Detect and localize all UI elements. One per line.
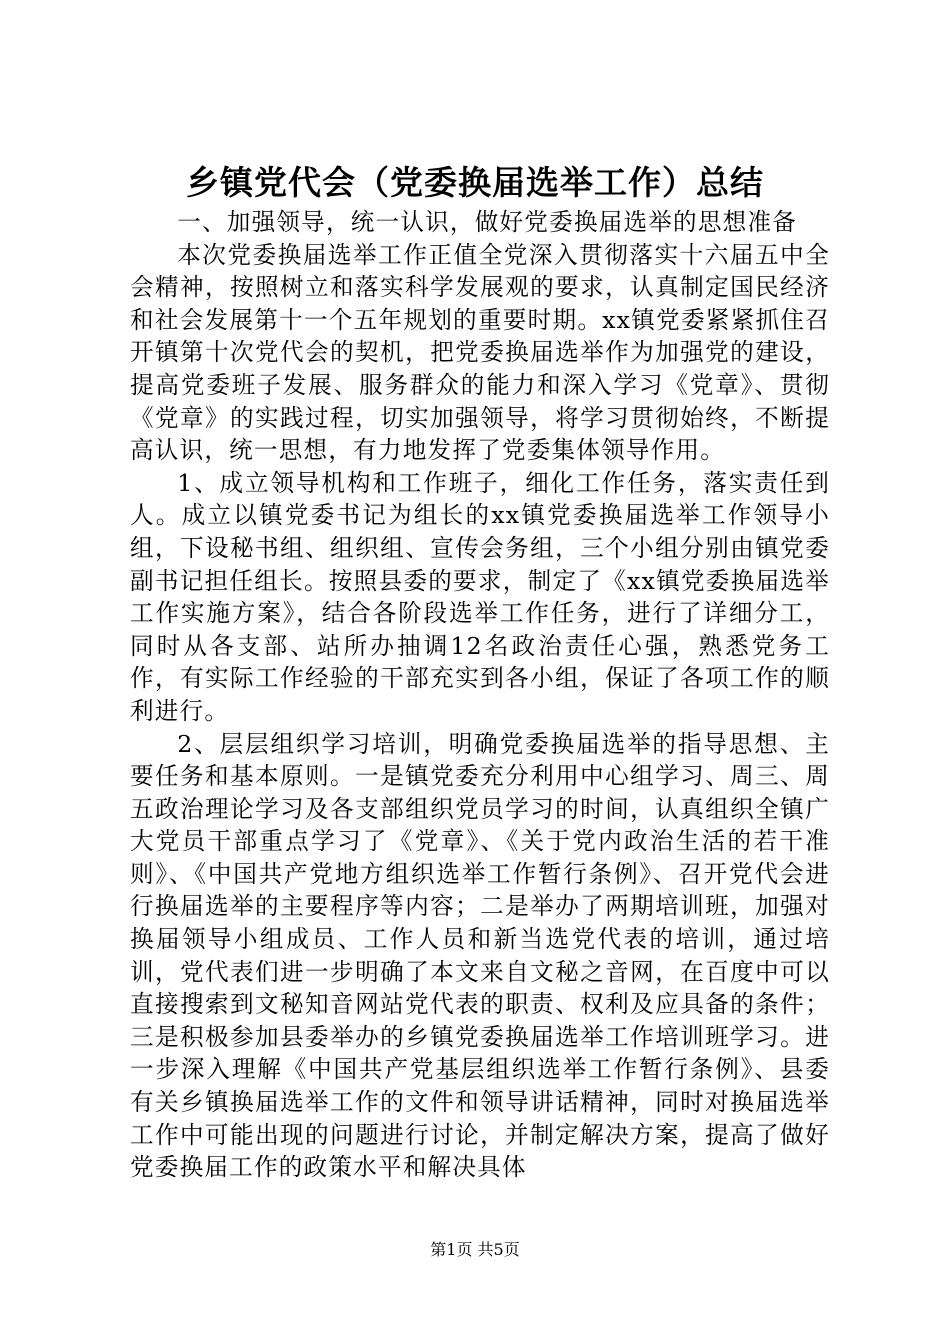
body-paragraph: 2、层层组织学习培训，明确党委换届选举的指导思想、主要任务和基本原则。一是镇党委充分利用中心组学习、周三、周五政治理论学习及各支部组织党员学习的时间，认真组织全镇广大党员干部重点学习了《党章》、《关于党内政治生活的若干准则》、《中国共产党地方组织选举工作暂行条例》、召开党代会进行换届选举的主要程序等内容；二是举办了两期培训班，加强对换届领导小组成员、工作人员和新当选党代表的培训，通过培训，党代表们进一步明确了本文来自文秘之音网，在百度中可以直接搜索到文秘知音网站党代表的职责、权利及应具备的条件；三是积极参加县委举办的乡镇党委换届选举工作培训班学习。进一步深入理解《中国共产党基层组织选举工作暂行条例》、县委有关乡镇换届选举工作的文件和领导讲话精神，同时对换届选举工作中可能出现的问题进行讨论，并制定解决方案，提高了做好党委换届工作的政策水平和解决具体 [130,729,830,1182]
section-heading: 一、加强领导，统一认识，做好党委换届选举的思想准备 [177,208,798,236]
body-paragraph: 本次党委换届选举工作正值全党深入贯彻落实十六届五中全会精神，按照树立和落实科学发展观的要求，认真制定国民经济和社会发展第十一个五年规划的重要时期。xx镇党委紧紧抓住召开镇第十次党代会的契机，把党委换届选举作为加强党的建设，提高党委班子发展、服务群众的能力和深入学习《党章》、贯彻《党章》的实践过程，切实加强领导，将学习贯彻始终，不断提高认识，统一思想，有力地发挥了党委集体领导作用。 [130,240,830,465]
body-paragraph: 1、成立领导机构和工作班子，细化工作任务，落实责任到人。成立以镇党委书记为组长的xx镇党委换届选举工作领导小组，下设秘书组、组织组、宣传会务组，三个小组分别由镇党委副书记担任组长。按照县委的要求，制定了《xx镇党委换届选举工作实施方案》，结合各阶段选举工作任务，进行了详细分工，同时从各支部、站所办抽调12名政治责任心强，熟悉党务工作，有实际工作经验的干部充实到各小组，保证了各项工作的顺利进行。 [130,468,830,725]
page-number-footer: 第1页 共5页 [430,1240,520,1259]
document-body [130,206,830,1184]
document-title: 乡镇党代会（党委换届选举工作）总结 [186,163,764,202]
